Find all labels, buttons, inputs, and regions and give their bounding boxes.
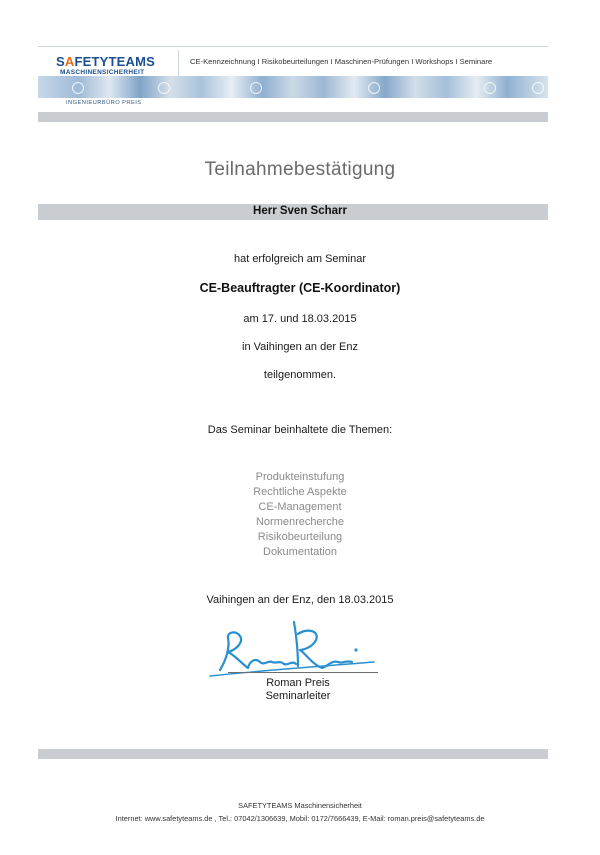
logo-wordmark: SAFETYTEAMS [56,54,155,69]
banner-decoration-icon [250,82,262,94]
list-item: CE-Management [258,501,342,513]
footer-company: SAFETYTEAMS Maschinensicherheit [238,801,362,810]
banner-decoration-icon [532,82,544,94]
banner-decoration-icon [368,82,380,94]
list-item: Risikobeurteilung [257,531,343,543]
signer-name: Roman Preis [266,677,330,689]
topics-intro: Das Seminar beinhaltete die Themen: [207,424,393,436]
list-item: Dokumentation [263,546,337,558]
seminar-dates: am 17. und 18.03.2015 [243,313,357,325]
banner-decoration-icon [484,82,496,94]
footer-gray-bar [38,749,548,759]
letterhead [38,46,548,114]
signature-line [228,672,378,673]
logo-subtitle: MASCHINENSICHERHEIT [60,69,145,76]
topics-list [0,470,600,560]
intro-text: hat erfolgreich am Seminar [233,253,367,265]
handwritten-signature [206,620,376,678]
services-list: CE-Kennzeichnung I Risikobeurteilungen I Maschinen-Prüfungen I Workshops I Seminare [190,57,493,66]
list-item: Produkteinstufung [255,471,345,483]
completion-text: teilgenommen. [263,369,337,381]
seminar-location: in Vaihingen an der Enz [242,341,358,353]
certificate-title: Teilnahmebestätigung [204,159,396,180]
signer-role: Seminarleiter [265,690,331,702]
office-label: INGENIEURBÜRO PREIS [66,100,142,106]
banner-decoration-icon [72,82,84,94]
list-item: Rechtliche Aspekte [253,486,347,498]
participant-name: Herr Sven Scharr [253,205,347,217]
seminar-title: CE-Beauftragter (CE-Koordinator) [199,281,401,295]
photo-banner [38,76,548,98]
footer-contact: Internet: www.safetyteams.de , Tel.: 07042/1306639, Mobil: 0172/7666439, E-Mail: roman.preis@safetyteams.de [115,814,485,823]
header-gray-bar [38,112,548,122]
place-and-date: Vaihingen an der Enz, den 18.03.2015 [206,594,394,606]
letterhead-top-rule [38,46,548,47]
banner-decoration-icon [158,82,170,94]
list-item: Normenrecherche [255,516,345,528]
